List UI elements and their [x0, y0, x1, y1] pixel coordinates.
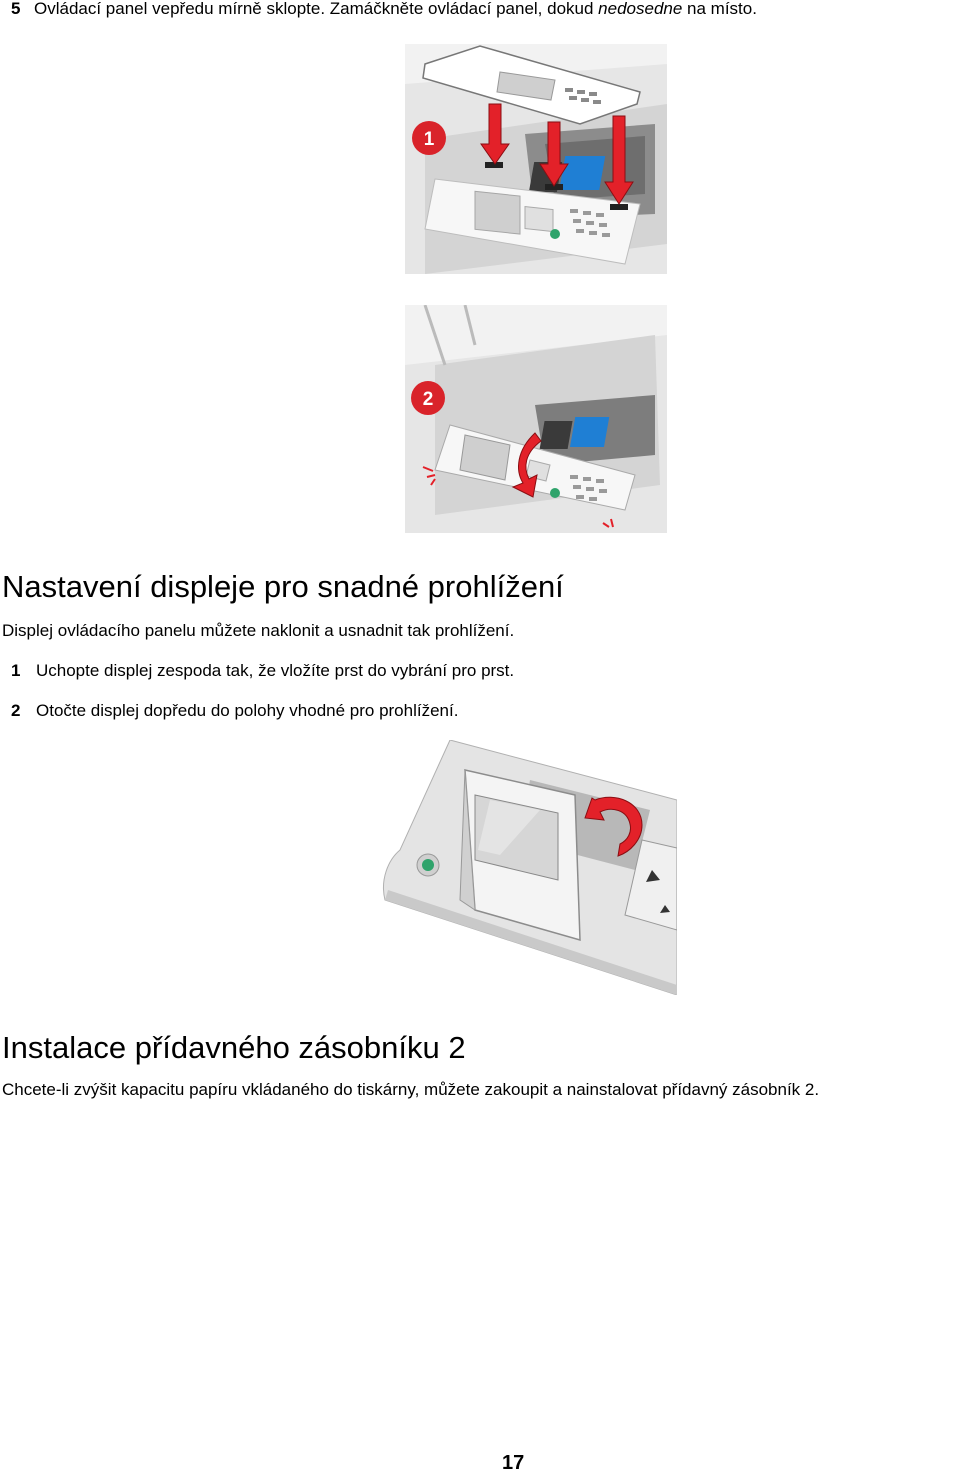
- step-5-text-italic: nedosedne: [598, 0, 683, 18]
- heading-install-tray-2: Instalace přídavného zásobníku 2: [2, 1030, 466, 1065]
- step-5: [11, 0, 757, 19]
- heading-display-viewing: Nastavení displeje pro snadné prohlížení: [2, 569, 564, 604]
- intro-display-viewing: Displej ovládacího panelu můžete naklonit a usnadnit tak prohlížení.: [2, 621, 515, 640]
- callout-2-label: 2: [422, 389, 434, 410]
- viewing-step-2-number: 2: [11, 701, 21, 720]
- viewing-step-1-number: 1: [11, 661, 21, 680]
- display-tilt-illustration: [380, 740, 677, 995]
- callout-1-label: 1: [423, 129, 435, 150]
- figure-panel-lowering: [405, 44, 667, 274]
- viewing-step-1-text: Uchopte displej zespoda tak, že vložíte prst do vybrání pro prst.: [36, 661, 515, 680]
- step-5-text-after: na místo.: [682, 0, 757, 18]
- figure-panel-press: [405, 305, 667, 533]
- panel-lowering-illustration: [405, 44, 667, 274]
- step-5-text-before: Ovládací panel vepředu mírně sklopte. Zamáčkněte ovládací panel, dokud: [34, 0, 599, 18]
- page-number: 17: [502, 1452, 525, 1474]
- step-5-number: 5: [11, 0, 21, 18]
- viewing-step-2-text: Otočte displej dopředu do polohy vhodné pro prohlížení.: [36, 701, 459, 720]
- figure-display-tilt: [380, 740, 677, 995]
- panel-press-illustration: [405, 305, 667, 533]
- intro-install-tray-2: Chcete-li zvýšit kapacitu papíru vkládaného do tiskárny, můžete zakoupit a nainstalovat přídavný zásobník 2.: [2, 1080, 820, 1099]
- viewing-step-1: [11, 661, 514, 681]
- viewing-step-2: [11, 701, 458, 721]
